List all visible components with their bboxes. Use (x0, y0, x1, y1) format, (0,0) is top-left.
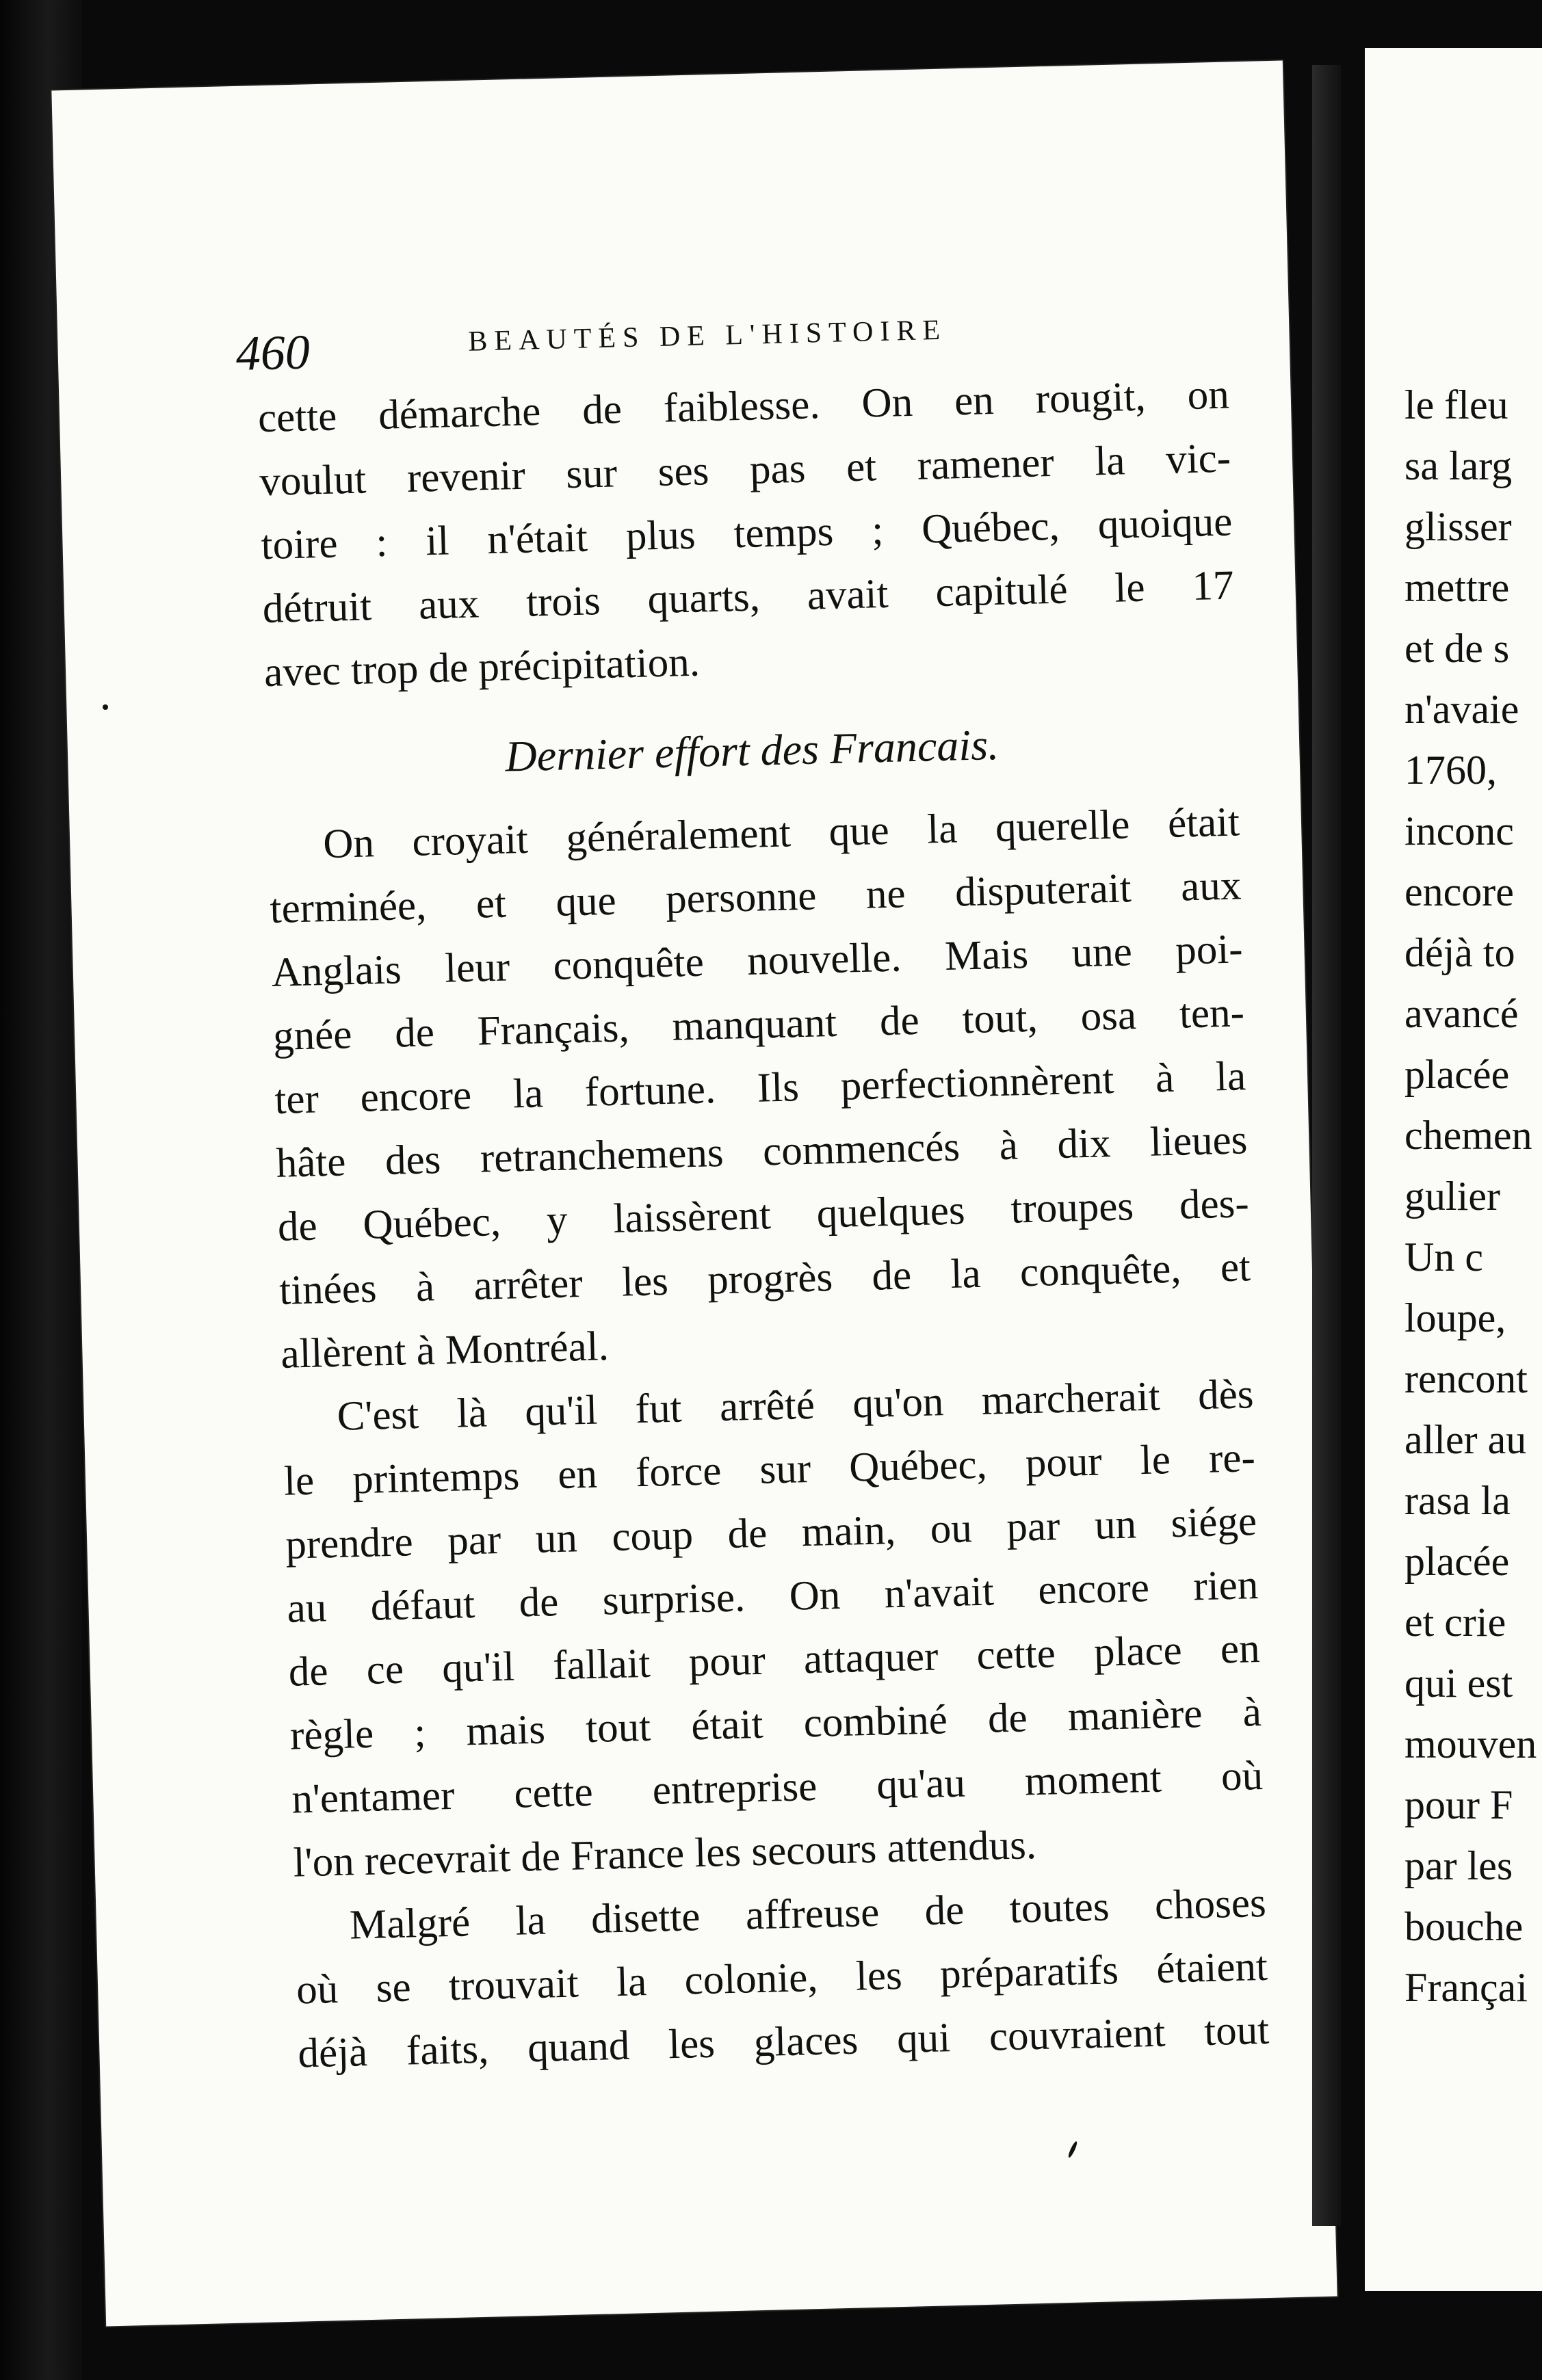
paragraph (294, 1871, 1270, 2086)
text-line: mettre (1404, 565, 1510, 610)
section-subheading: Dernier effort des Francais. (504, 719, 999, 781)
paragraph (267, 790, 1253, 1386)
text-line: 1760, (1404, 748, 1497, 793)
text-line: aller au (1404, 1417, 1527, 1462)
text-line: règle ; mais tout était combiné de manière à (289, 1689, 1262, 1759)
opening-text-block (257, 363, 1236, 705)
text-line: où se trouvait la colonie, les préparatifs étaient (296, 1943, 1268, 2013)
text-line: gnée de Français, manquant de tout, osa ten- (272, 990, 1245, 1059)
text-line: inconc (1404, 808, 1514, 854)
running-title: BEAUTÉS DE L'HISTOIRE (467, 314, 948, 358)
text-line: mouven (1404, 1721, 1537, 1767)
text-line: toire : il n'était plus temps ; Québec, quoique (260, 499, 1233, 569)
text-line: avec trop de précipitation. (263, 639, 701, 696)
text-line: avancé (1404, 991, 1519, 1036)
text-line: Malgré la disette affreuse de toutes choses (349, 1879, 1267, 1948)
text-line: chemen (1404, 1113, 1532, 1158)
text-line: loupe, (1404, 1295, 1506, 1340)
text-line: l'on recevrait de France les secours attendus. (292, 1822, 1037, 1886)
text-line: glisser (1404, 504, 1512, 549)
text-line: pour F (1404, 1782, 1513, 1827)
text-line: déjà faits, quand les glaces qui couvraient tout (297, 2007, 1270, 2077)
ink-speck (103, 704, 108, 710)
text-line: sa larg (1404, 443, 1513, 488)
text-line: Anglais leur conquête nouvelle. Mais une poi- (271, 926, 1244, 996)
text-line: gulier (1404, 1174, 1500, 1219)
text-line: au défaut de surprise. On n'avait encore rien (286, 1562, 1259, 1632)
text-line: tinées à arrêter les progrès de la conquête, et (278, 1244, 1251, 1314)
text-line: voulut revenir sur ses pas et ramener la vic- (259, 435, 1231, 505)
text-line: On croyait généralement que la querelle était (322, 799, 1240, 868)
paragraph (282, 1362, 1266, 1894)
text-line: et crie (1404, 1600, 1506, 1645)
text-line: placée (1404, 1539, 1510, 1584)
text-line: encore (1404, 869, 1514, 914)
text-line: hâte des retranchemens commencés à dix lieues (275, 1117, 1249, 1187)
text-line: allèrent à Montréal. (280, 1323, 610, 1377)
text-line: prendre par un coup de main, ou par un siége (285, 1498, 1257, 1568)
text-line: qui est (1404, 1661, 1513, 1706)
text-line: cette démarche de faiblesse. On en rougit, on (257, 371, 1230, 442)
text-line: détruit aux trois quarts, avait capitulé le 17 (262, 562, 1235, 633)
text-line: par les (1404, 1843, 1513, 1888)
page-content (235, 288, 1270, 2086)
book-page (51, 60, 1337, 2326)
facing-page-text (1365, 375, 1537, 2018)
page-edge-shadow (1312, 65, 1341, 2226)
text-line: déjà to (1404, 930, 1515, 975)
text-line: Françai (1404, 1965, 1528, 2010)
text-line: et de s (1404, 626, 1510, 671)
text-line: de ce qu'il fallait pour attaquer cette place en (288, 1626, 1261, 1695)
text-line: rencont (1404, 1356, 1528, 1401)
text-line: rasa la (1404, 1478, 1511, 1523)
text-line: n'entamer cette entreprise qu'au moment où (291, 1752, 1264, 1823)
page-number: 460 (235, 324, 311, 381)
text-line: C'est là qu'il fut arrêté qu'on marcherait dès (336, 1371, 1255, 1440)
text-line: terminée, et que personne ne disputerait aux (269, 862, 1242, 933)
text-line: Un c (1404, 1234, 1483, 1280)
text-line: placée (1404, 1052, 1510, 1097)
text-line: bouche (1404, 1904, 1524, 1949)
text-line: de Québec, y laissèrent quelques troupes des- (277, 1180, 1250, 1250)
facing-page (1365, 48, 1542, 2291)
text-line: le fleu (1404, 382, 1508, 427)
text-line: le printemps en force sur Québec, pour le re- (283, 1435, 1256, 1505)
text-line: ter encore la fortune. Ils perfectionnèrent à la (274, 1053, 1246, 1123)
text-line: n'avaie (1404, 687, 1519, 732)
